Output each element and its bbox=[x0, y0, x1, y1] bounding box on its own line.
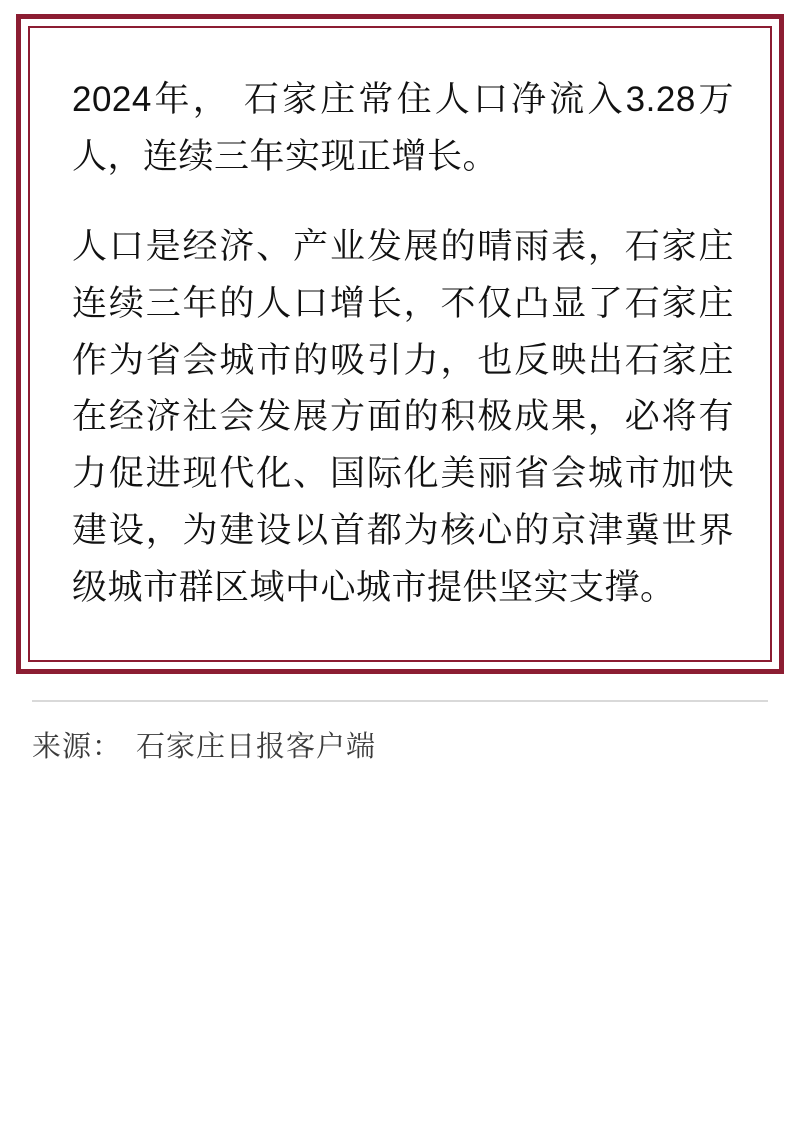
source-value: 石家庄日报客户端 bbox=[136, 731, 377, 764]
paragraph-lead: 2024年， 石家庄常住人口净流入3.28万人，连续三年实现正增长。 bbox=[72, 80, 734, 176]
article-body bbox=[72, 72, 734, 616]
decorative-inner-frame bbox=[28, 26, 772, 662]
footer-divider bbox=[32, 700, 768, 702]
paragraph-analysis: 人口是经济、产业发展的晴雨表，石家庄连续三年的人口增长，不仅凸显了石家庄作为省会城市的吸引力，也反映出石家庄在经济社会发展方面的积极成果，必将有力促进现代化、国际化美丽省会城市加快建设，为建设以首都为核心的京津冀世界级城市群区域中心城市提供坚实支撑。 bbox=[72, 227, 734, 607]
source-label: 来源： bbox=[32, 731, 123, 764]
source-line bbox=[32, 724, 768, 779]
decorative-outer-frame bbox=[16, 14, 784, 674]
article-footer bbox=[16, 700, 784, 779]
